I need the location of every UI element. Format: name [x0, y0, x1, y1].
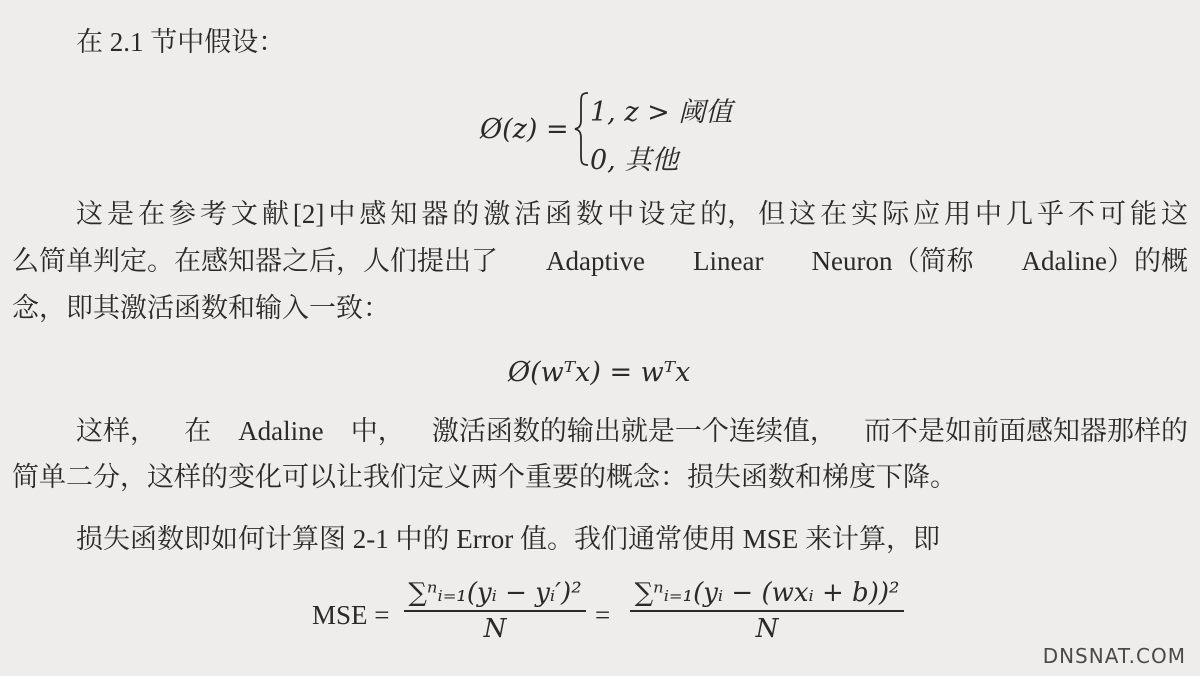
text-segment: 的: [452, 199, 480, 229]
text-segment: 在: [137, 199, 165, 229]
mse-lhs: MSE =: [312, 600, 390, 630]
text-segment: 感: [359, 199, 387, 229]
text-segment: 应: [913, 199, 941, 229]
text-segment: 考: [199, 199, 227, 229]
text-segment: 器: [421, 199, 449, 229]
text-segment: Adaline）的概: [1021, 246, 1188, 276]
fraction-bar: [404, 610, 586, 612]
paragraph-1-line-3: 念，即其激活函数和输入一致：: [12, 293, 390, 323]
text-segment: 函: [545, 199, 573, 229]
text-segment: Neuron（简称: [811, 246, 974, 276]
mse-formula: [312, 578, 912, 658]
text-segment: 知: [390, 199, 418, 229]
intro-text: 在 2.1 节中假设：: [76, 27, 286, 57]
mse-fraction-1: [404, 578, 586, 644]
paragraph-1-line-1: [76, 197, 1188, 231]
text-segment: 这: [1160, 199, 1188, 229]
step-function-case-2: 0, 其他: [590, 145, 679, 176]
text-segment: 设: [638, 199, 666, 229]
watermark: DNSNAT.COM: [1042, 644, 1186, 668]
text-segment: 这样，: [76, 416, 157, 446]
text-segment: 而不是如前面感知器那样的: [863, 416, 1188, 446]
text-segment: 中，: [350, 416, 405, 446]
text-segment: 的，: [700, 199, 755, 229]
mse-fraction-1-denominator: N: [483, 613, 507, 644]
text-segment: 实: [851, 199, 879, 229]
text-segment: Adaptive: [546, 246, 645, 276]
step-function-case-1: 1, z > 阈值: [590, 97, 733, 128]
text-segment: Adaline: [238, 416, 324, 446]
fraction-bar: [630, 610, 904, 612]
text-segment: 但: [758, 199, 786, 229]
text-segment: 这: [789, 199, 817, 229]
text-segment: 定: [669, 199, 697, 229]
paragraph-2-line-1: [76, 414, 1188, 448]
mse-fraction-2-numerator: ∑ⁿᵢ₌₁(yᵢ − (wxᵢ + b))²: [634, 578, 900, 608]
step-function-lhs: Ø(z) =: [480, 114, 569, 145]
mse-fraction-1-numerator: ∑ⁿᵢ₌₁(yᵢ − yᵢ′)²: [408, 578, 582, 608]
text-segment: 献: [261, 199, 289, 229]
text-segment: 活: [514, 199, 542, 229]
text-segment: 是: [106, 199, 134, 229]
text-segment: 能: [1129, 199, 1157, 229]
mse-fraction-2: [630, 578, 904, 644]
activation-formula: Ø(wᵀx) = wᵀx: [508, 357, 691, 388]
text-segment: 不: [1068, 199, 1095, 229]
text-segment: 这: [76, 199, 103, 229]
text-segment: 中: [975, 199, 1003, 229]
text-segment: 可: [1098, 199, 1126, 229]
mse-fraction-2-denominator: N: [755, 613, 779, 644]
text-segment: 中: [328, 199, 356, 229]
paragraph-1-line-2: [12, 244, 1188, 278]
paragraph-3: 损失函数即如何计算图 2-1 中的 Error 值。我们通常使用 MSE 来计算，即: [76, 524, 940, 554]
text-segment: 际: [882, 199, 910, 229]
equals-sign: =: [595, 600, 611, 630]
step-function-formula: [480, 86, 780, 176]
text-segment: 在: [184, 416, 212, 446]
text-segment: 中: [607, 199, 635, 229]
text-segment: 么简单判定。在感知器之后，人们提出了: [12, 246, 498, 276]
text-segment: 乎: [1037, 199, 1065, 229]
text-segment: 数: [576, 199, 604, 229]
paragraph-2-line-2: 简单二分，这样的变化可以让我们定义两个重要的概念：损失函数和梯度下降。: [12, 462, 957, 492]
text-segment: 激活函数的输出就是一个连续值，: [431, 416, 837, 446]
text-segment: 几: [1006, 199, 1034, 229]
text-segment: 文: [230, 199, 258, 229]
text-segment: Linear: [693, 246, 764, 276]
text-segment: 用: [944, 199, 972, 229]
text-segment: 参: [168, 199, 196, 229]
text-segment: [2]: [292, 199, 325, 229]
text-segment: 激: [483, 199, 511, 229]
text-segment: 在: [820, 199, 848, 229]
left-brace: [573, 92, 591, 166]
